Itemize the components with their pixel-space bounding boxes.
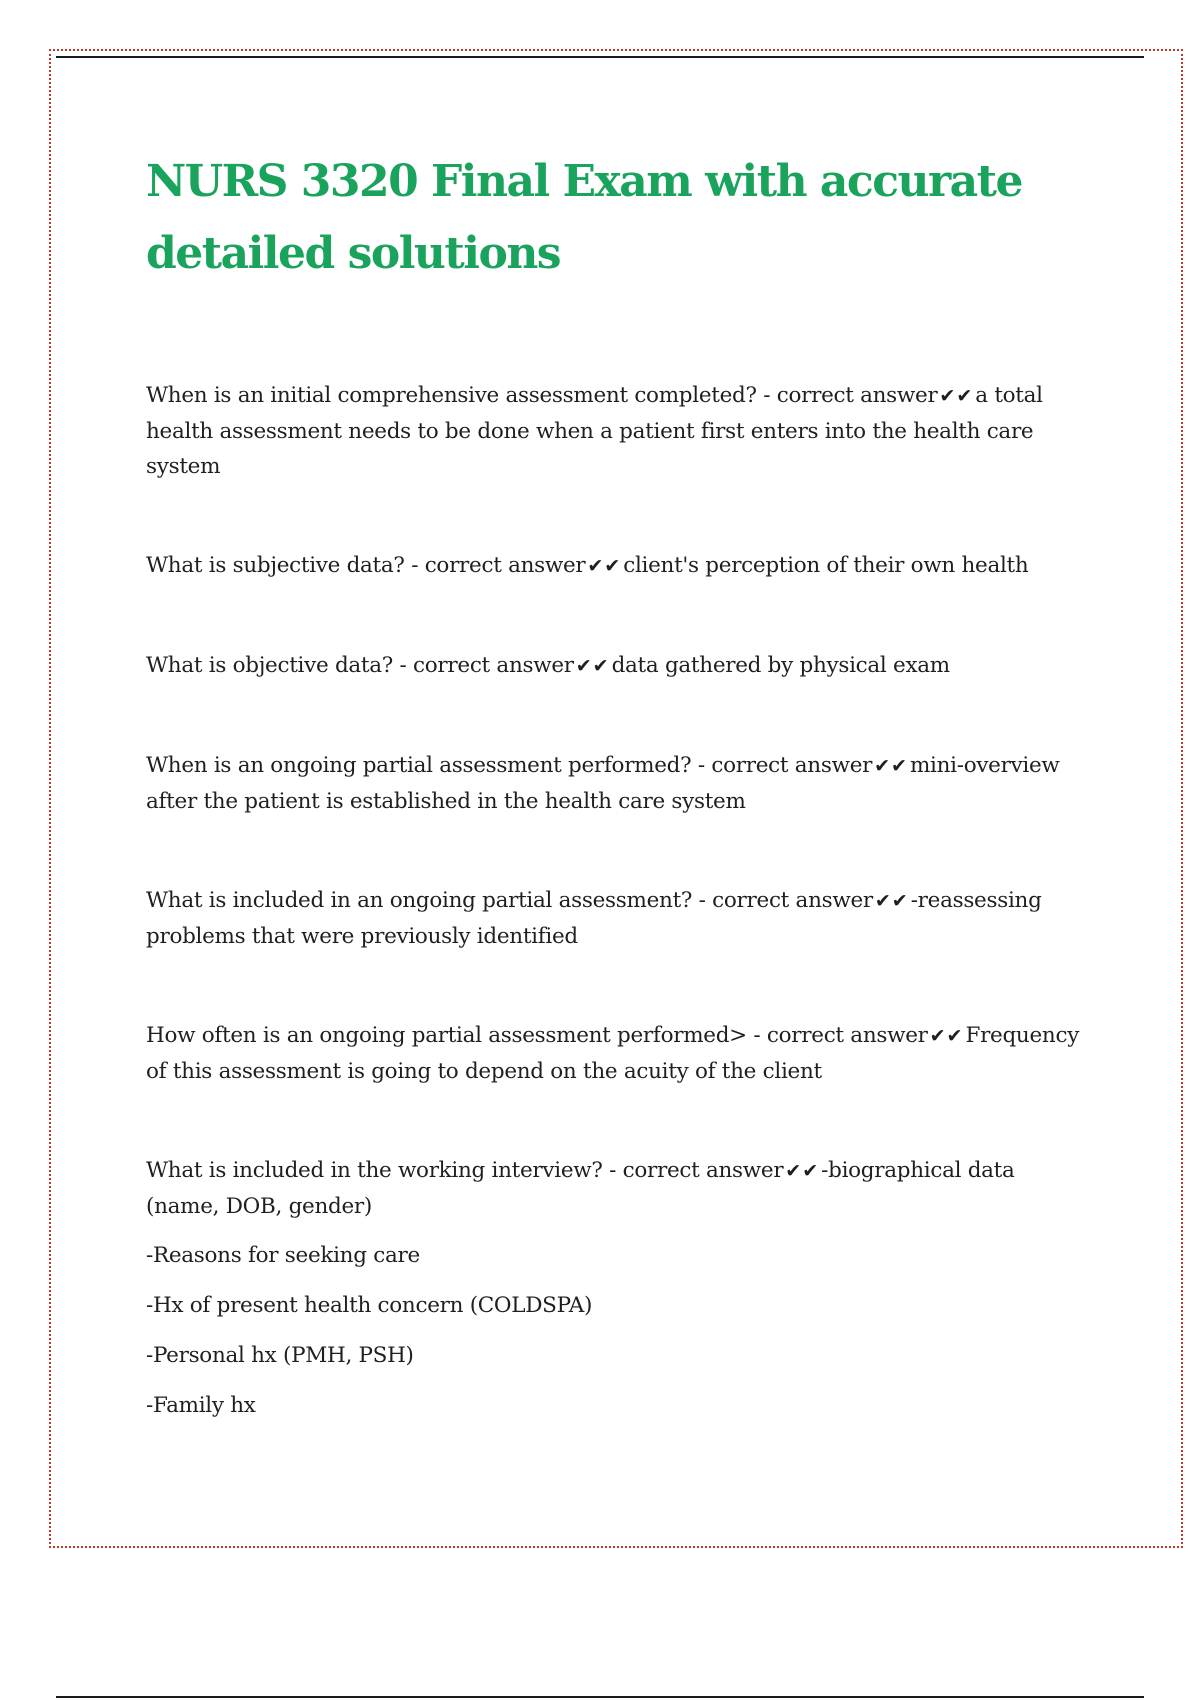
answer-text: a total health assessment needs to be done when a patient first enters into the health care system: [146, 383, 1043, 479]
question-text: How often is an ongoing partial assessment performed>: [146, 1023, 747, 1048]
answer-separator: - correct answer: [692, 888, 873, 913]
answer-separator: - correct answer: [404, 553, 586, 578]
answer-list-item: -Personal hx (PMH, PSH): [146, 1343, 414, 1368]
bottom-rule: [56, 1696, 1144, 1698]
answer-text: -reassessing problems that were previously identified: [146, 888, 1042, 949]
answer-text: data gathered by physical exam: [611, 653, 950, 678]
qa-item: [146, 1153, 1091, 1224]
answer-separator: - correct answer: [691, 753, 873, 778]
answer-separator: - correct answer: [746, 1023, 928, 1048]
answer-separator: - correct answer: [602, 1158, 784, 1183]
qa-item: [146, 648, 1091, 684]
answer-separator: - correct answer: [756, 383, 938, 408]
answer-text: mini-overview after the patient is established in the health care system: [146, 753, 1060, 814]
check-marks: ✔✔: [587, 555, 622, 577]
answer-list-item: -Reasons for seeking care: [146, 1243, 420, 1268]
question-text: What is included in an ongoing partial assessment?: [146, 888, 693, 913]
check-marks: ✔✔: [874, 755, 908, 777]
top-rule: [56, 56, 1144, 58]
document-title: NURS 3320 Final Exam with accurate detailed solutions: [146, 156, 1022, 279]
answer-list-item: -Hx of present health concern (COLDSPA): [146, 1293, 593, 1318]
qa-item: [146, 883, 1091, 954]
question-text: When is an ongoing partial assessment performed?: [146, 753, 692, 778]
check-marks: ✔✔: [929, 1025, 964, 1047]
check-marks: ✔✔: [874, 890, 909, 912]
answer-separator: - correct answer: [393, 653, 574, 678]
check-marks: ✔✔: [785, 1160, 820, 1182]
answer-text: Frequency of this assessment is going to depend on the acuity of the client: [146, 1023, 1080, 1084]
question-text: What is objective data?: [146, 653, 394, 678]
question-text: What is subjective data?: [146, 553, 405, 578]
question-text: When is an initial comprehensive assessment completed?: [146, 383, 757, 408]
qa-item: [146, 548, 1091, 584]
question-text: What is included in the working interview?: [146, 1158, 603, 1183]
answer-text: -biographical data (name, DOB, gender): [146, 1158, 1015, 1219]
check-marks: ✔✔: [939, 385, 974, 407]
qa-item: [146, 1018, 1091, 1089]
qa-content: [146, 378, 1091, 1438]
answer-list-item: -Family hx: [146, 1393, 256, 1418]
qa-item: [146, 748, 1091, 819]
qa-item: [146, 378, 1091, 484]
answer-text: client's perception of their own health: [623, 553, 1029, 578]
check-marks: ✔✔: [575, 655, 610, 677]
